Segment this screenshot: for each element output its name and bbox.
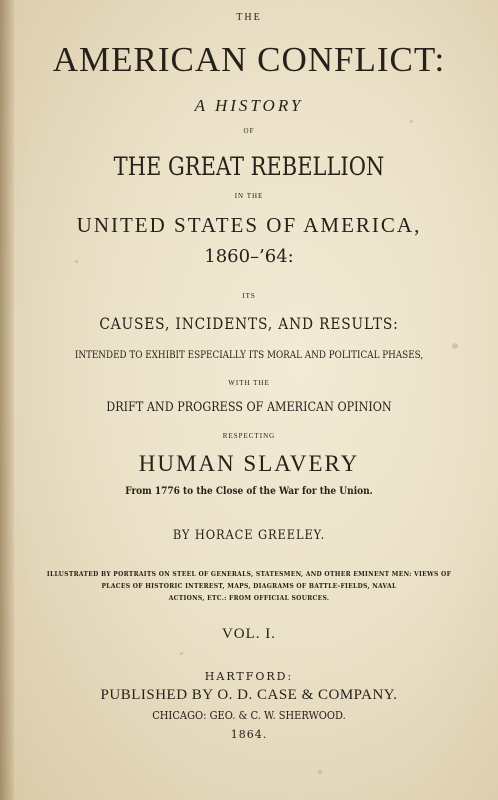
author-line: BY HORACE GREELEY.: [172, 528, 326, 543]
causes-heading: CAUSES, INCIDENTS, AND RESULTS:: [99, 314, 399, 333]
years-heading: 1860–’64:: [204, 246, 294, 267]
foxing-spot: [180, 652, 183, 655]
connector-of: OF: [243, 127, 255, 135]
imprint-publisher: PUBLISHED BY O. D. CASE & COMPANY.: [100, 687, 398, 703]
rebellion-heading: THE GREAT REBELLION: [113, 152, 385, 181]
foxing-spot: [410, 120, 413, 123]
subtitle: A HISTORY: [194, 96, 304, 115]
connector-respecting: RESPECTING: [222, 432, 276, 440]
imprint-chicago: CHICAGO: GEO. & C. W. SHERWOOD.: [152, 709, 346, 722]
intended-line: INTENDED TO EXHIBIT ESPECIALLY ITS MORAL AND POLITICAL PHASES,: [74, 350, 424, 361]
country-heading: UNITED STATES OF AMERICA,: [76, 213, 422, 237]
connector-its: ITS: [242, 292, 256, 300]
imprint-city: HARTFORD:: [204, 670, 294, 683]
title-article: THE: [236, 12, 262, 23]
main-title: AMERICAN CONFLICT:: [52, 40, 446, 79]
illustrations-line: ACTIONS, ETC.: FROM OFFICIAL SOURCES.: [168, 595, 330, 602]
drift-line: DRIFT AND PROGRESS OF AMERICAN OPINION: [106, 400, 392, 415]
foxing-spot: [452, 343, 458, 349]
page-gutter-shadow: [0, 0, 14, 800]
connector-in-the: IN THE: [234, 192, 264, 200]
connector-with-the: WITH THE: [228, 379, 270, 387]
volume-label: VOL. I.: [221, 626, 277, 642]
illustrations-line: ILLUSTRATED BY PORTRAITS ON STEEL OF GENERALS, STATESMEN, AND OTHER EMINENT MEN: VIEWS OF: [46, 571, 452, 578]
illustrations-line: PLACES OF HISTORIC INTEREST, MAPS, DIAGRAMS OF BATTLE-FIELDS, NAVAL: [101, 583, 397, 590]
period-line: From 1776 to the Close of the War for the Union.: [125, 486, 373, 497]
foxing-spot: [318, 770, 322, 774]
imprint-date: 1864.: [230, 728, 268, 741]
topic-heading: HUMAN SLAVERY: [138, 451, 360, 476]
